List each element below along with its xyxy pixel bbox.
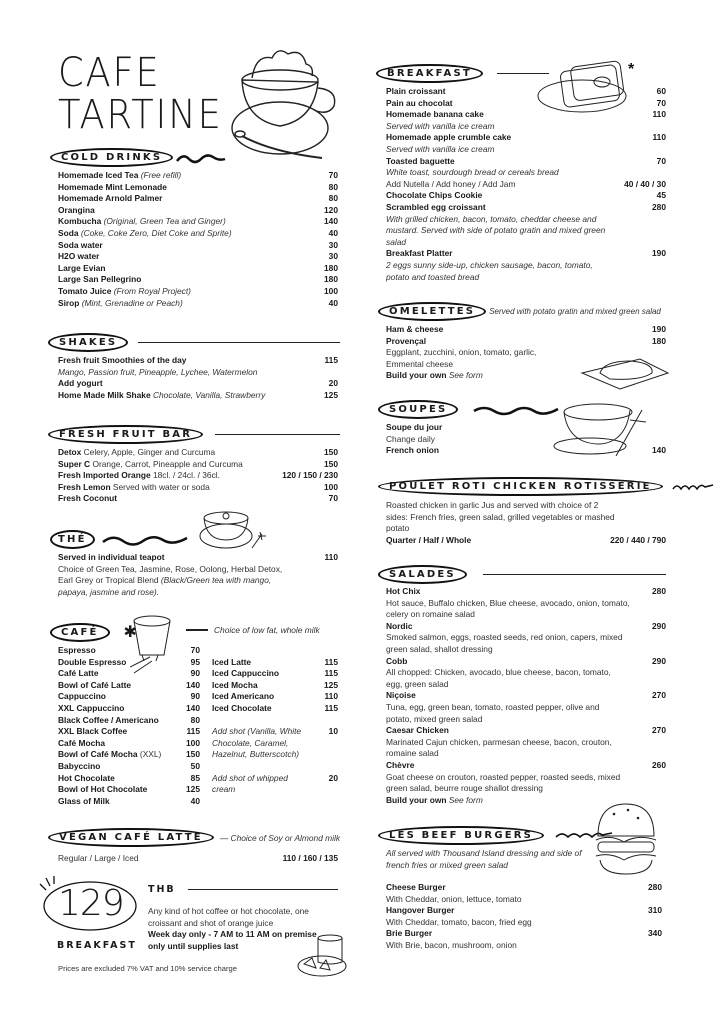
item-desc: Served with vanilla ice cream [386, 143, 495, 154]
menu-item: Ham & cheese 190 [386, 324, 666, 334]
title-line-1: CAFE [58, 50, 161, 96]
breakfast-header [376, 64, 549, 83]
menu-item: Large Evian 180 [58, 262, 338, 273]
the-list [58, 552, 338, 598]
menu-item: Cobb 290 [386, 655, 666, 666]
fresh-fruit-bar-header [48, 425, 340, 444]
menu-item: Caesar Chicken 270 [386, 725, 666, 736]
item-desc: Change daily [386, 433, 435, 444]
item-desc: 2 eggs sunny side-up, chicken sausage, bacon, tomato, potato and toasted bread [386, 259, 593, 282]
the-header [50, 530, 191, 549]
burgers-note: All served with Thousand Island dressing and side of french fries or mixed green salad [386, 848, 582, 870]
item-desc: Goat cheese on crouton, roasted pepper, roasted seeds, mixed green salad, beurre rouge shallot dressing [386, 771, 621, 794]
menu-item: Orangina 120 [58, 204, 338, 215]
breakfast-list [386, 86, 666, 283]
poulet-header [378, 477, 715, 496]
menu-item: Café Mocha 100 [58, 737, 200, 748]
currency-label: THB [148, 884, 176, 895]
divider [215, 434, 340, 436]
addon-item: Add shot (Vanilla, White Chocolate, Caramel, Hazelnut, Butterscotch) 10 [212, 726, 338, 760]
menu-item: French onion 140 [386, 445, 666, 456]
menu-item: Bowl of Café Latte 140 [58, 679, 200, 690]
menu-item: Large San Pellegrino 180 [58, 274, 338, 285]
menu-item: Sirop (Mint, Grenadine or Peach) 40 [58, 297, 338, 308]
asterisk-icon: ✱ [123, 624, 137, 641]
coffee-croissant-illustration [296, 930, 350, 978]
menu-item: Iced Mocha 125 [212, 679, 338, 690]
breakfast-title: BREAKFAST [376, 64, 483, 83]
omelettes-header: OMELETTES Served with potato gratin and mixed green salad [378, 302, 661, 321]
menu-item: Babyccino 50 [58, 760, 200, 771]
menu-item: Glass of Milk 40 [58, 795, 200, 806]
menu-item: Fresh Coconut 70 [58, 493, 338, 504]
menu-item: Plain croissant 60 [386, 86, 666, 96]
soupes-title: SOUPES [378, 400, 458, 419]
squiggle-icon [173, 151, 229, 165]
vegan-latte-title: VEGAN CAFÉ LATTE [48, 828, 214, 847]
menu-item: Homemade Iced Tea (Free refill) 70 [58, 170, 338, 180]
divider [138, 342, 340, 344]
divider [188, 889, 338, 891]
menu-item: Niçoise 270 [386, 690, 666, 701]
poulet-details: Roasted chicken in garlic Jus and served with choice of 2 sides: French fries, green salad, grilled vegetables or mashed potato Quarter / Half / Whole 220 / 440 / 790 [386, 500, 666, 545]
menu-item: Double Espresso 95 [58, 656, 200, 667]
item-desc: Mango, Passion fruit, Pineapple, Lychee, Watermelon [58, 366, 258, 377]
menu-item: XXL Cappuccino 140 [58, 702, 200, 713]
omelette-illustration [580, 355, 670, 391]
fresh-fruit-bar-title: FRESH FRUIT BAR [48, 425, 203, 444]
cold-drinks-header [50, 148, 229, 167]
menu-item: Cappuccino 90 [58, 691, 200, 702]
menu-item: Tomato Juice (From Royal Project) 100 [58, 285, 338, 296]
coffee-cup-illustration [222, 40, 342, 160]
salades-title: SALADES [378, 565, 467, 584]
menu-item: Café Latte 90 [58, 668, 200, 679]
poulet-title: POULET ROTI CHICKEN ROTISSERIE [378, 477, 663, 496]
title-line-2: TARTINE [58, 92, 223, 138]
promo-label: BREAKFAST [57, 940, 137, 951]
build-your-own: Build your own See form [386, 794, 483, 805]
menu-item: Fresh Imported Orange 18cl. / 24cl. / 36cl. 120 / 150 / 230 [58, 470, 338, 481]
menu-item: Provençal 180 [386, 335, 666, 346]
item-desc: Choice of Green Tea, Jasmine, Rose, Oolong, Herbal Detox, Earl Grey or Tropical Blend (Black/Green tea with mango, papaya, jasmine and rose). [58, 563, 283, 597]
soupes-header [378, 400, 562, 419]
menu-item: Bowl of Hot Chocolate 125 [58, 784, 200, 795]
menu-item: Espresso 70 [58, 645, 200, 655]
item-desc: Tuna, egg, green bean, tomato, roasted pepper, olive and potato, mixed green salad [386, 701, 600, 724]
menu-item: Iced Americano 110 [212, 691, 338, 702]
cafe-milk-note: Choice of low fat, whole milk [186, 625, 320, 635]
menu-item: Iced Cappuccino 115 [212, 668, 338, 679]
loop-squiggle-icon [671, 481, 715, 493]
menu-item: Soda water 30 [58, 239, 338, 250]
menu-item: Add yogurt 20 [58, 378, 338, 389]
cold-drinks-list [58, 170, 338, 309]
salades-list [386, 586, 666, 806]
item-desc: Served with vanilla ice cream [386, 120, 495, 131]
menu-item: Black Coffee / Americano 80 [58, 714, 200, 725]
shakes-list [58, 355, 338, 401]
thb-header [148, 884, 338, 895]
divider [483, 574, 666, 576]
menu-item: Nordic 290 [386, 620, 666, 631]
menu-item: Iced Latte 115 [212, 656, 338, 667]
menu-item: Fresh fruit Smoothies of the day 115 [58, 355, 338, 365]
item-desc: With grilled chicken, bacon, tomato, cheddar cheese and mustard. Served with side of potato gratin and mixed green salad [386, 213, 606, 247]
item-desc: White toast, sourdough bread or cereals bread [386, 167, 559, 178]
menu-item: Brie Burger 340 [386, 928, 662, 939]
divider [186, 629, 208, 631]
menu-item: XXL Black Coffee 115 [58, 726, 200, 737]
menu-item: Fresh Lemon Served with water or soda 100 [58, 481, 338, 492]
burgers-title: LES BEEF BURGERS [378, 826, 544, 845]
menu-item: Super C Orange, Carrot, Pineapple and Curcuma 150 [58, 458, 338, 469]
cafe-header [50, 622, 137, 642]
squiggle-icon [101, 532, 191, 548]
menu-item: Pain au chocolat 70 [386, 97, 666, 108]
menu-item: Home Made Milk Shake Chocolate, Vanilla, Strawberry 125 [58, 389, 338, 400]
menu-item: Homemade Mint Lemonade 80 [58, 181, 338, 192]
menu-item: Homemade Arnold Palmer 80 [58, 193, 338, 204]
build-your-own: Build your own See form [386, 370, 483, 381]
shakes-header [48, 333, 340, 352]
vegan-latte-header: VEGAN CAFÉ LATTE — Choice of Soy or Almond milk [48, 828, 340, 847]
menu-item: Homemade apple crumble cake 110 [386, 132, 666, 143]
salades-header [378, 565, 666, 584]
burgers-list [386, 882, 662, 952]
item-desc: Hot sauce, Buffalo chicken, Blue cheese, avocado, onion, tomato, celery on romaine salad [386, 597, 630, 620]
omelettes-title: OMELETTES [378, 302, 486, 321]
item-desc: Smoked salmon, eggs, roasted seeds, red onion, capers, mixed green salad, shallot dressing [386, 632, 623, 654]
item-desc: Eggplant, zucchini, onion, tomato, garlic, Emmental cheese [386, 347, 537, 369]
promo-badge [36, 874, 140, 934]
addon-item: Add Nutella / Add honey / Add Jam 40 / 40 / 30 [386, 178, 666, 189]
addon-item: Add shot of whipped cream 20 [212, 772, 338, 795]
cold-drinks-title: COLD DRINKS [50, 148, 173, 167]
menu-item: Hot Chix 280 [386, 586, 666, 596]
menu-item: Breakfast Platter 190 [386, 248, 666, 259]
burger-illustration [594, 802, 658, 878]
menu-item: Scrambled egg croissant 280 [386, 201, 666, 212]
cafe-hot-list [58, 645, 200, 807]
item-desc: With Cheddar, tomato, bacon, fried egg [386, 916, 532, 927]
soupes-list [386, 422, 666, 457]
menu-item: Hot Chocolate 85 [58, 772, 200, 783]
menu-item: Toasted baguette 70 [386, 155, 666, 166]
cafe-title: CAFÉ [50, 623, 110, 642]
cafe-iced-list [212, 657, 338, 796]
menu-item: Detox Celery, Apple, Ginger and Curcuma 150 [58, 447, 338, 457]
item-desc: All chopped: Chicken, avocado, blue cheese, bacon, tomato, egg, green salad [386, 667, 611, 689]
menu-item: Hangover Burger 310 [386, 905, 662, 916]
menu-item: Quarter / Half / Whole 220 / 440 / 790 [386, 534, 666, 545]
shakes-title: SHAKES [48, 333, 128, 352]
squiggle-icon [472, 403, 562, 417]
menu-item: Kombucha (Original, Green Tea and Ginger) 140 [58, 216, 338, 227]
burgers-header [378, 826, 614, 845]
vegan-latte-row: Regular / Large / Iced 110 / 160 / 135 [58, 853, 338, 863]
promo-details: Any kind of hot coffee or hot chocolate, one croissant and shot of orange juice Week day only - 7 AM to 11 AM on premise only until supplies last [148, 906, 317, 951]
menu-item: Cheese Burger 280 [386, 882, 662, 892]
menu-item: Bowl of Café Mocha (XXL) 150 [58, 749, 200, 760]
svg-text:*: * [628, 61, 635, 78]
menu-item: Homemade banana cake 110 [386, 109, 666, 120]
menu-item: Chèvre 260 [386, 759, 666, 770]
vat-note: Prices are excluded 7% VAT and 10% service charge [58, 964, 237, 973]
item-desc: Marinated Cajun chicken, parmesan cheese, bacon, crouton, romaine salad [386, 736, 612, 759]
item-desc: With Brie, bacon, mushroom, onion [386, 939, 517, 950]
menu-item: Iced Chocolate 115 [212, 702, 338, 713]
item-desc: With Cheddar, onion, lettuce, tomato [386, 893, 522, 904]
menu-item: Chocolate Chips Cookie 45 [386, 190, 666, 201]
cafe-title [58, 52, 223, 136]
promo-number: 129 [58, 883, 124, 924]
menu-item: Served in individual teapot 110 [58, 552, 338, 562]
teacup-illustration [196, 506, 272, 556]
menu-item: Soda (Coke, Coke Zero, Diet Coke and Sprite) 40 [58, 227, 338, 238]
fresh-fruit-list [58, 447, 338, 505]
menu-item: H2O water 30 [58, 251, 338, 262]
menu-item: Soupe du jour [386, 422, 443, 432]
the-title: THÉ [50, 530, 95, 549]
